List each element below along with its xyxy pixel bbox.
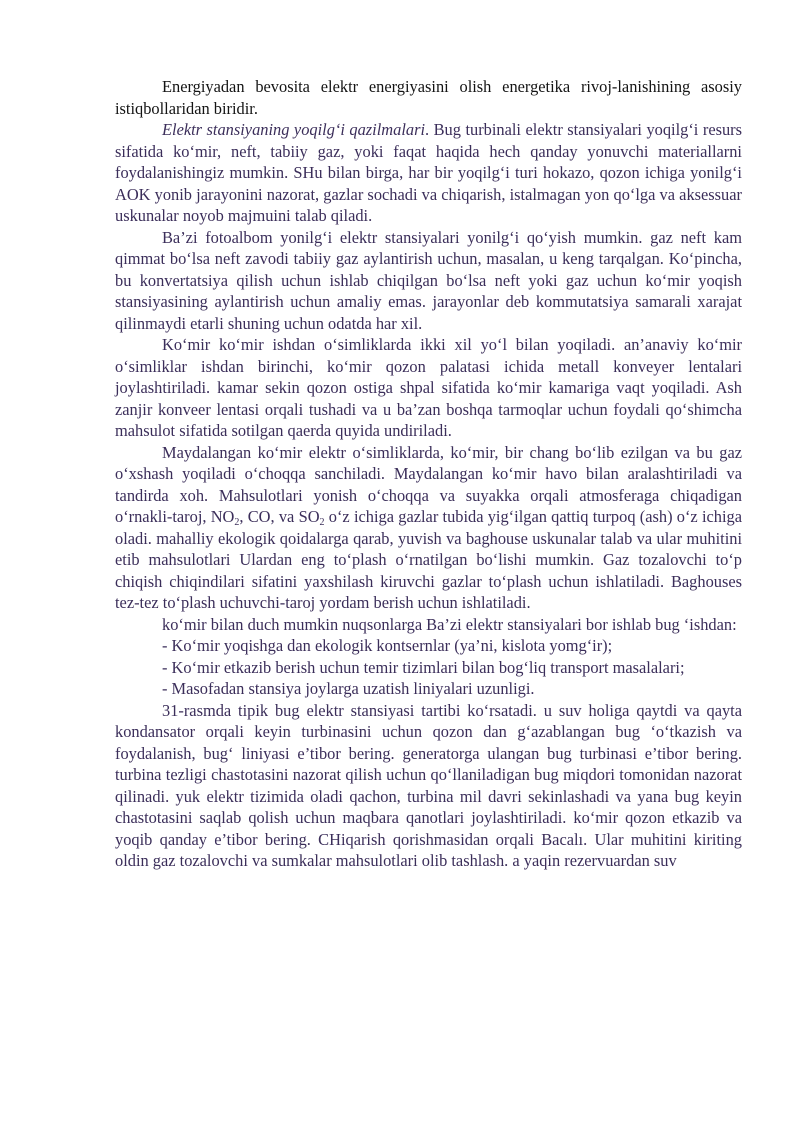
- paragraph-coal-burning: Ko‘mir ko‘mir ishdan o‘simliklarda ikki xil yo‘l bilan yoqiladi. an’anaviy ko‘mir o‘simliklar ishdan birinchi, ko‘mir qozon palatasi ichida metall konveyer lentalari joylashtiriladi. kamar sekin qozon ostiga shpal sifatida ko‘mir kamariga vaqt yoqiladi. Ash zanjir konveer lentasi orqali tushadi va u ba’zan boshqa tarmoqlar uchun foydali qo‘shimcha mahsulot sifatida sotilgan qaerda quyida undiriladi.: [115, 335, 742, 440]
- paragraph-fuel-deposits-text: . Bug turbinali elektr stansiyalari yoqilg‘i resurs sifatida ko‘mir, neft, tabiiy gaz, yoki faqat haqida hech qanday yonuvchi materiallarni foydalanishingiz mumkin. SHu bilan birga, har bir yoqilg‘i turi hokazo, qozon ichiga yonilg‘i AOK yonib jarayonini nazorat, gazlar sochadi va chiqarish, istalmagan yon qo‘lga va aksessuar uskunalar noyob majmuini talab qiladi.: [115, 120, 743, 225]
- document-page: [115, 76, 742, 872]
- paragraph-intro: Energiyadan bevosita elektr energiyasini olish energetika rivoj-lanishining asosiy istiqbollaridan biridir.: [115, 77, 742, 118]
- paragraph-fuel-deposits: [115, 119, 742, 227]
- no2-subscript: 2: [234, 517, 240, 528]
- paragraph-drawbacks-intro: ko‘mir bilan duch mumkin nuqsonlarga Ba’zi elektr stansiyalari bor ishlab bug ‘ishdan:: [162, 614, 737, 634]
- pulverized-text-a: Maydalangan ko‘mir elektr o‘simliklarda, ko‘mir, bir chang bo‘lib ezilgan va bu gaz o‘xshash yoqiladi o‘choqqa sanchiladi. Maydalangan ko‘mir havo bilan aralashtiriladi va tandirda xoh. Mahsulotlari yonish o‘choqqa va suyakka orqali atmosferaga chiqadigan o‘rnakli-taroj, NO: [115, 442, 742, 526]
- list-item-ecology: - Ko‘mir yoqishga dan ekologik kontsernlar (ya’ni, kislota yomg‘ir);: [162, 636, 613, 655]
- list-item-transmission: - Masofadan stansiya joylarga uzatish liniyalari uzunligi.: [162, 679, 535, 698]
- paragraph-pulverized-coal: [115, 442, 742, 614]
- paragraph-figure-31: 31-rasmda tipik bug elektr stansiyasi tartibi ko‘rsatadi. u suv holiga qaytdi va qayta kondansator orqali keyin turbinasini uchun qozon dan g‘azablangan bug ‘o‘tkazish va foydalanish, bug‘ liniyasi e’tibor bering. generatorga ulangan bug turbinasi e’tibor bering. turbina tezligi chastotasini nazorat qilish uchun qo‘llaniladigan bug miqdori tomonidan nazorat qilinadi. yuk elektr tizimida oladi qachon, turbina mil davri sekinlashadi va yana bug keyin chastotasini saqlab qolish uchun maqbara qanotlari joylashtiriladi. ko‘mir qozon etkazib va yoqib qanday e’tibor bering. CHiqarish qorishmasidan orqali Bacalı. Ular muhitini kiriting oldin gaz tozalovchi va sumkalar mahsulotlari olib tashlash. a yaqin rezervuardan suv: [115, 700, 742, 870]
- section-heading-italic: Elektr stansiyaning yoqilg‘i qazilmalari: [162, 120, 426, 139]
- pulverized-text-b: , CO, va SO: [239, 507, 320, 526]
- so2-subscript: 2: [319, 517, 325, 528]
- pulverized-text-c: o‘z ichiga gazlar tubida yig‘ilgan qattiq turpoq (ash) o‘z ichiga oladi. mahalliy ekologik qoidalarga qarab, yuvish va baghouse uskunalar talab va ular muhitini etib mahsulotlari Ulardan eng to‘plash o‘rnatilgan bo‘lishi mumkin. Gaz tozalovchi to‘p chiqish chiqindilari sifatini yaxshilash kiruvchi gazlar to‘plash uchun ishlatiladi. Baghouses tez-tez to‘plash uchuvchi-taroj yordam berish uchun ishlatiladi.: [115, 507, 742, 612]
- list-item-transport: - Ko‘mir etkazib berish uchun temir tizimlari bilan bog‘liq transport masalalari;: [162, 657, 685, 677]
- paragraph-fuel-conversion: Ba’zi fotoalbom yonilg‘i elektr stansiyalari yonilg‘i qo‘yish mumkin. gaz neft kam qimmat bo‘lsa neft zavodi tabiiy gaz aylantirish uchun, masalan, u keng tarqalgan. Ko‘pincha, bu konvertatsiya qilish uchun ishlab chiqilgan bo‘lsa neft yoki gaz uchun ko‘mir yoqish stansiyasining aylantirish uchun amaliy emas. jarayonlar deb kommutatsiya samarali xarajat qilinmaydi etarli shuning uchun odatda har xil.: [115, 227, 742, 333]
